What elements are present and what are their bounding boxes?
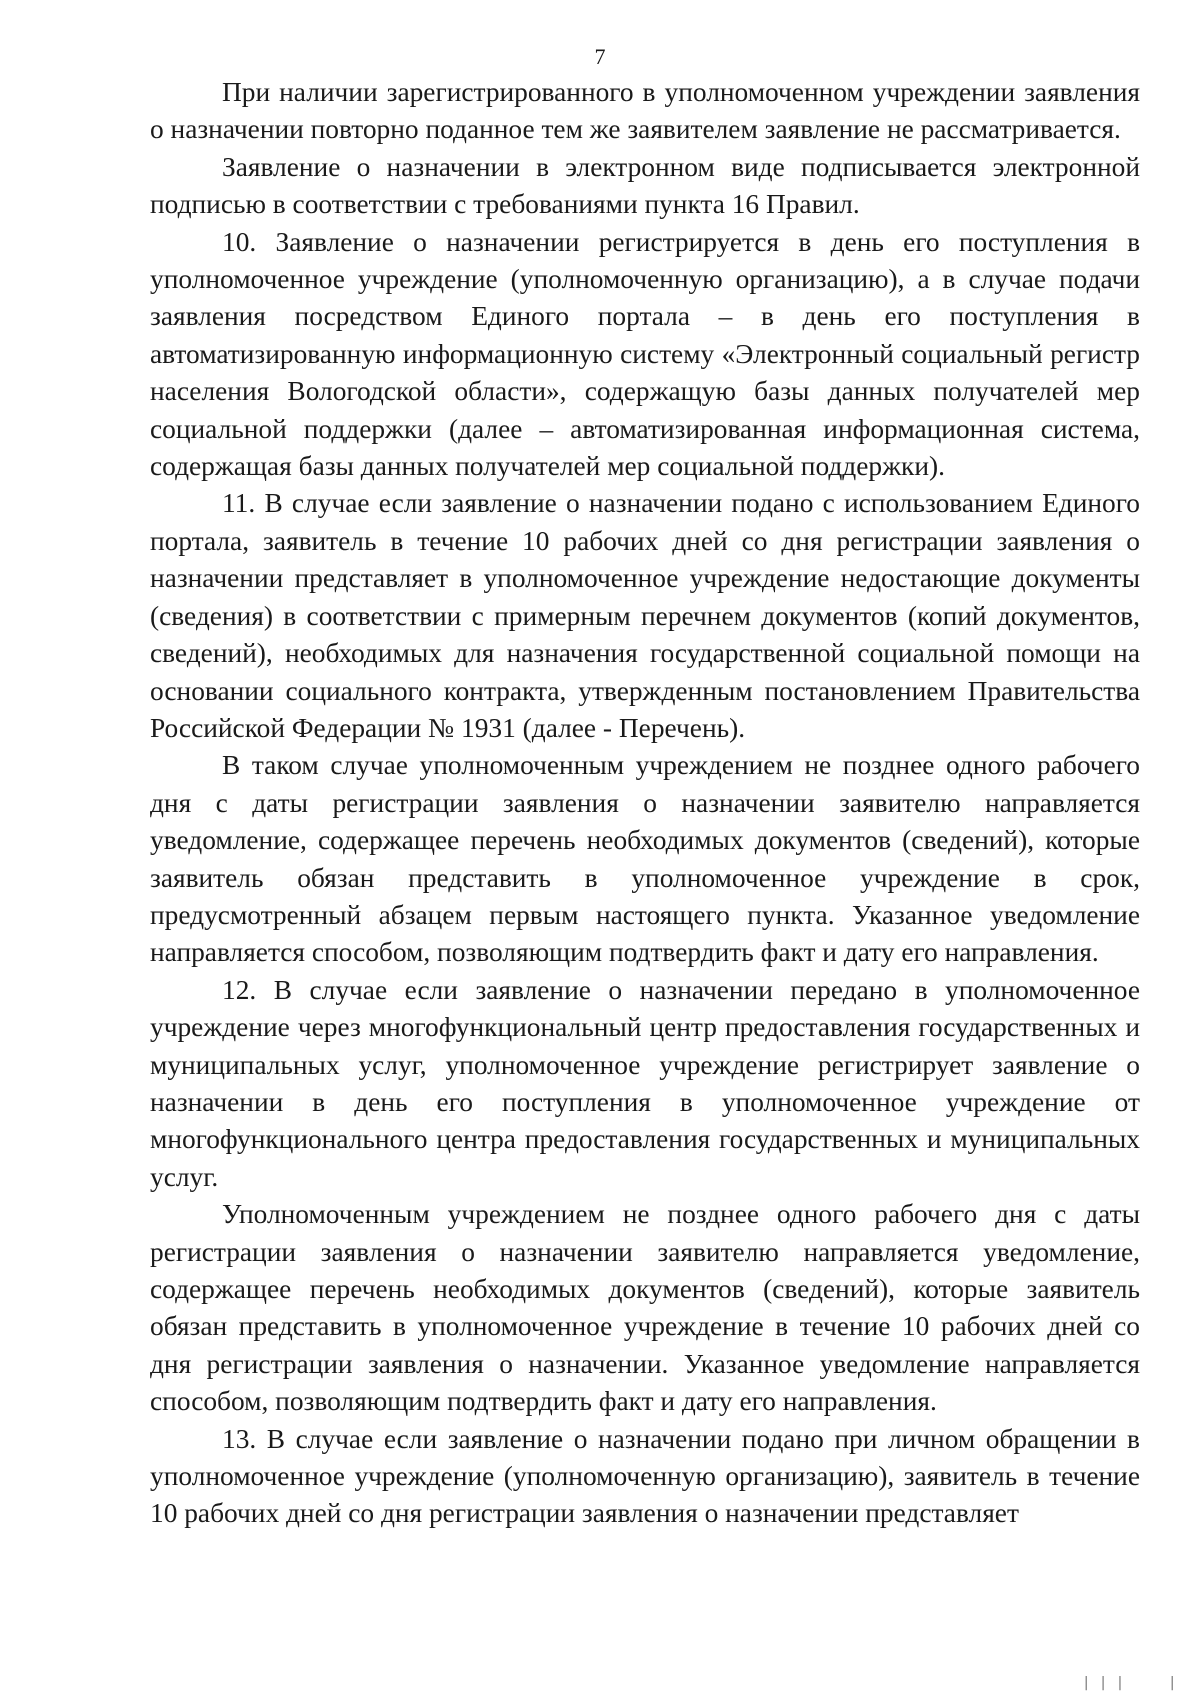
paragraph-clause-12-notification: Уполномоченным учреждением не позднее одного рабочего дня с даты регистрации заявления о назначении заявителю направляется уведомление, содержащее перечень необходимых документов (сведений), которые заявитель обязан представить в уполномоченное учреждение в течение 10 рабочих дней со дня регистрации заявления о назначении. Указанное уведомление направляется способом, позволяющим подтвердить факт и дату его направления. bbox=[150, 1199, 1140, 1417]
scan-mark-bottom-right: | | | bbox=[1082, 1675, 1125, 1691]
paragraph-clause-13: 13. В случае если заявление о назначении подано при личном обращении в уполномоченное учреждение (уполномоченную организацию), заявитель в течение 10 рабочих дней со дня регистрации заявления о назначении представляет bbox=[150, 1423, 1140, 1529]
paragraph-repeat-application: При наличии зарегистрированного в уполномоченном учреждении заявления о назначении повторно поданное тем же заявителем заявление не рассматривается. bbox=[150, 77, 1140, 145]
paragraph-clause-11-notification: В таком случае уполномоченным учреждением не позднее одного рабочего дня с даты регистрации заявления о назначении заявителю направляется уведомление, содержащее перечень необходимых документов (сведений), которые заявитель обязан представить в уполномоченное учреждение в срок, предусмотренный абзацем первым настоящего пункта. Указанное уведомление направляется способом, позволяющим подтвердить факт и дату его направления. bbox=[150, 750, 1140, 968]
paragraph-electronic-signature: Заявление о назначении в электронном виде подписывается электронной подписью в соответствии с требованиями пункта 16 Правил. bbox=[150, 151, 1140, 220]
paragraph-clause-12: 12. В случае если заявление о назначении передано в уполномоченное учреждение через многофункциональный центр предоставления государственных и муниципальных услуг, уполномоченное учреждение регистрирует заявление о назначении в день его поступления в уполномоченное учреждение от многофункционального центра предоставления государственных и муниципальных услуг. bbox=[150, 974, 1140, 1192]
paragraph-clause-11: 11. В случае если заявление о назначении подано с использованием Единого портала, заявитель в течение 10 рабочих дней со дня регистрации заявления о назначении представляет в уполномоченное учреждение недостающие документы (сведения) в соответствии с примерным перечнем документов (копий документов, сведений), необходимых для назначения государственной социальной помощи на основании социального контракта, утвержденным постановлением Правительства Российской Федерации № 1931 (далее - Перечень). bbox=[150, 488, 1140, 743]
document-body bbox=[150, 74, 1140, 1533]
page-number: 7 bbox=[594, 44, 606, 69]
scan-mark-edge: | bbox=[1168, 1675, 1177, 1691]
paragraph-clause-10: 10. Заявление о назначении регистрируется в день его поступления в уполномоченное учреждение (уполномоченную организацию), а в случае подачи заявления посредством Единого портала – в день его поступления в автоматизированную информационную систему «Электронный социальный регистр населения Вологодской области», содержащую базы данных получателей мер социальной поддержки (далее – автоматизированная информационная система, содержащая базы данных получателей мер социальной поддержки). bbox=[150, 226, 1140, 482]
